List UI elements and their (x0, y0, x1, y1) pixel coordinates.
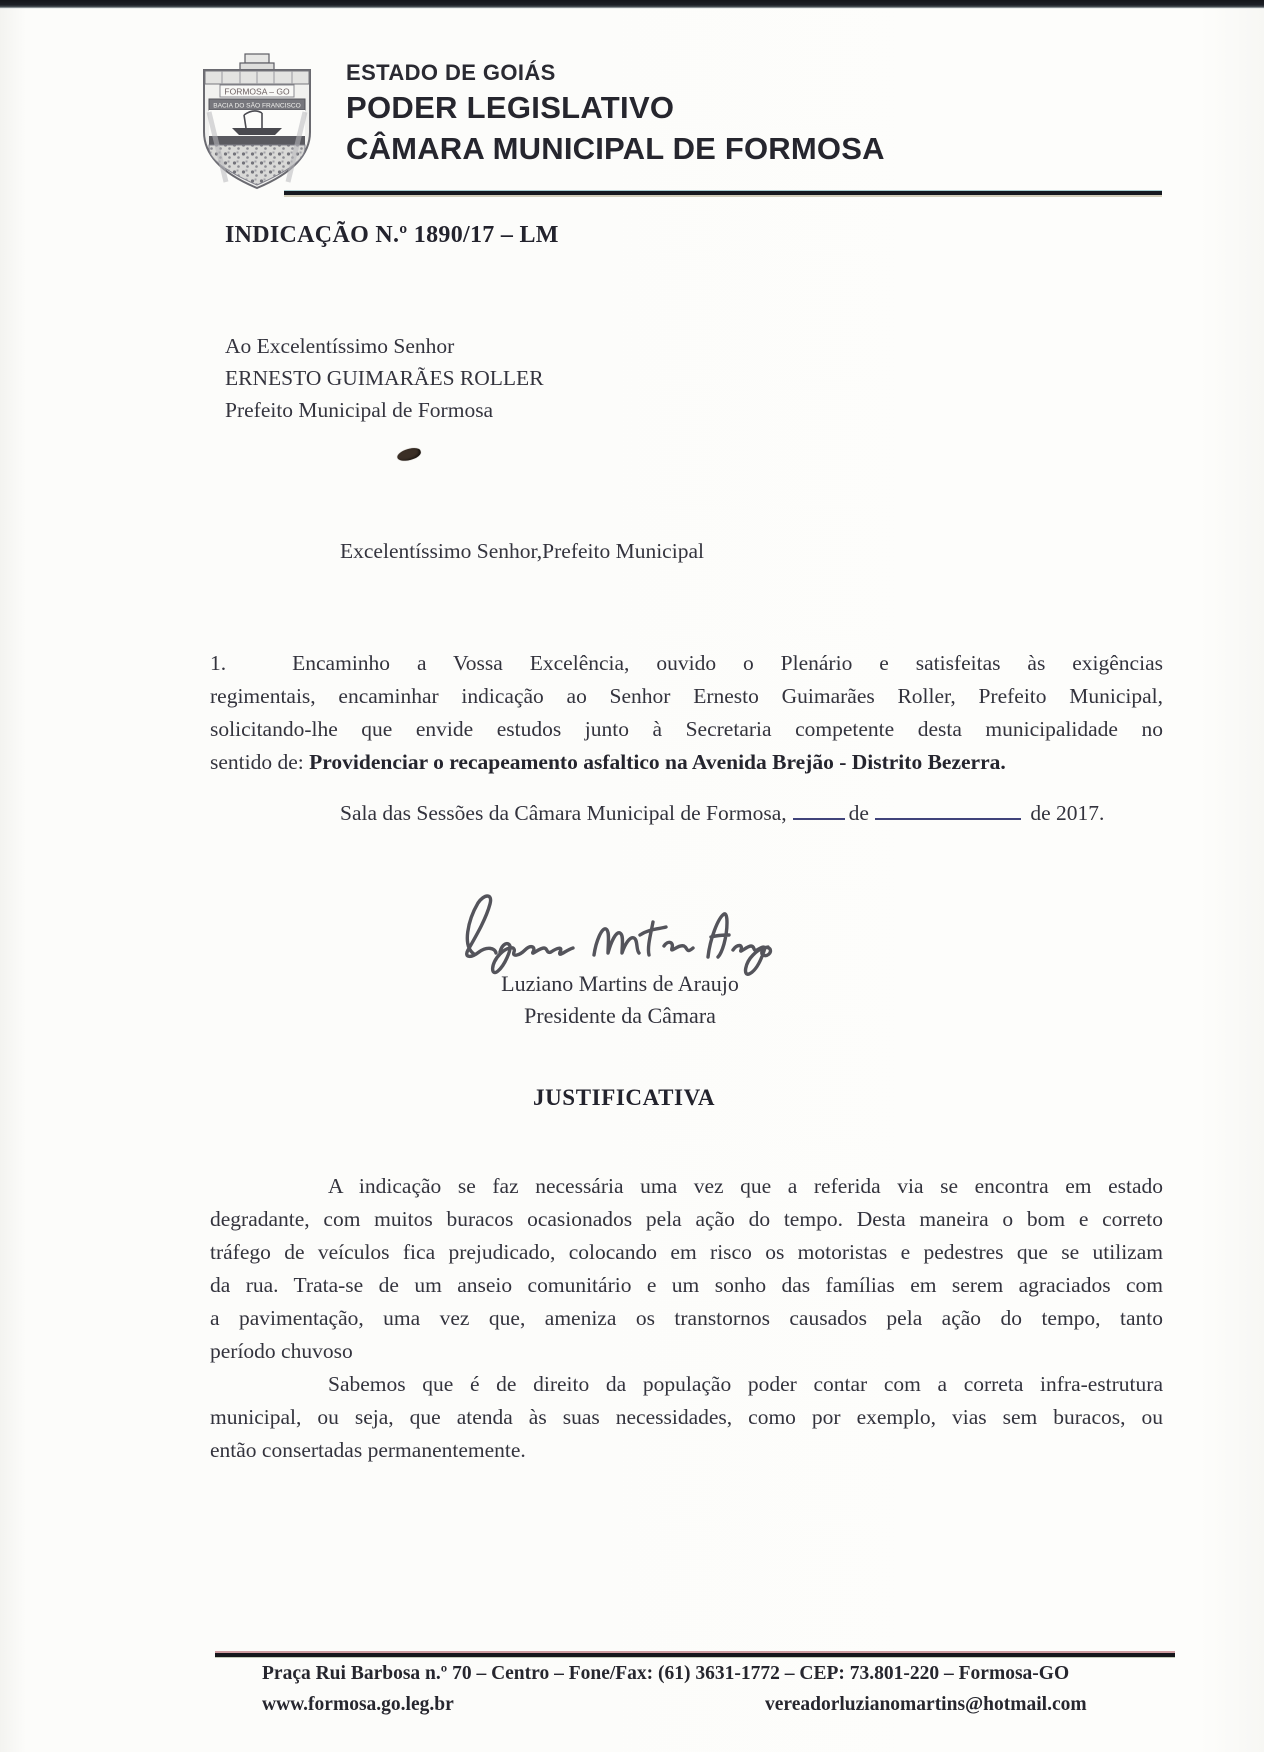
addressee-line: Prefeito Municipal de Formosa (225, 398, 494, 422)
justification-line: a pavimentação, uma vez que, ameniza os transtornos causados pela ação do tempo, tanto (210, 1306, 1163, 1330)
justification-line: tráfego de veículos fica prejudicado, colocando em risco os motoristas e pedestres que se utilizam (210, 1240, 1163, 1264)
body-line: regimentais, encaminhar indicação ao Senhor Ernesto Guimarães Roller, Prefeito Municipal, (210, 684, 1163, 708)
document-number: INDICAÇÃO N.º 1890/17 – LM (225, 222, 559, 248)
body-line-text: Encaminho a Vossa Excelência, ouvido o Plenário e satisfeitas às exigências (292, 651, 1163, 675)
header-institution: CÂMARA MUNICIPAL DE FORMOSA (346, 131, 885, 166)
footer-address: Praça Rui Barbosa n.º 70 – Centro – Fone/Fax: (61) 3631-1772 – CEP: 73.801-220 – Formosa-GO (262, 1663, 1070, 1684)
addressee-line: Ao Excelentíssimo Senhor (225, 334, 455, 358)
justification-line: municipal, ou seja, que atenda às suas necessidades, como por exemplo, vias sem buracos, ou (210, 1405, 1163, 1429)
body-line: solicitando-lhe que envide estudos junto à Secretaria competente desta municipalidade no (210, 717, 1163, 741)
justification-line: A indicação se faz necessária uma vez que a referida via se encontra em estado (328, 1174, 1163, 1198)
header-rule (284, 191, 1162, 195)
header-branch: PODER LEGISLATIVO (346, 90, 675, 125)
body-line-prefix: sentido de: (210, 750, 304, 774)
ink-smudge (396, 446, 422, 462)
date-line-prefix: Sala das Sessões da Câmara Municipal de Formosa, (340, 801, 787, 825)
body-line (210, 746, 1163, 779)
body-line (210, 647, 1163, 680)
header-state: ESTADO DE GOIÁS (346, 60, 556, 85)
addressee-line: ERNESTO GUIMARÃES ROLLER (225, 366, 544, 390)
item-number: 1. (210, 651, 227, 675)
emblem-city-label: FORMOSA – GO (224, 86, 290, 97)
footer-rule (215, 1653, 1175, 1657)
justification-line: da rua. Trata-se de um anseio comunitário e um sonho das famílias em serem agraciados com (210, 1273, 1163, 1297)
signature-role: Presidente da Câmara (524, 1003, 716, 1028)
date-line-suffix: de 2017. (1030, 801, 1105, 825)
justification-line: então consertadas permanentemente. (210, 1438, 526, 1462)
blank-month-underline (875, 800, 1021, 820)
body-request-bold: Providenciar o recapeamento asfaltico na Avenida Brejão - Distrito Bezerra. (309, 750, 1006, 774)
justification-line: degradante, com muitos buracos ocasionados pela ação do tempo. Desta maneira o bom e correto (210, 1207, 1163, 1231)
date-line (340, 800, 1104, 826)
coat-of-arms-icon (196, 52, 318, 192)
justification-heading: JUSTIFICATIVA (533, 1085, 716, 1110)
justification-line: Sabemos que é de direito da população poder contar com a correta infra-estrutura (328, 1372, 1163, 1396)
emblem-boat-hull (232, 128, 282, 135)
justification-line: período chuvoso (210, 1339, 353, 1363)
date-line-connector: de (848, 801, 869, 825)
blank-day-underline (793, 800, 845, 820)
body-paragraph (210, 647, 1163, 779)
scan-edge-artifact (0, 0, 1264, 9)
footer-email: vereadorluzianomartins@hotmail.com (765, 1694, 1087, 1715)
justification-paragraphs (210, 1170, 1163, 1467)
addressee-block (225, 330, 544, 426)
footer-website: www.formosa.go.leg.br (262, 1694, 454, 1715)
salutation: Excelentíssimo Senhor,Prefeito Municipal (340, 539, 704, 563)
emblem-motto-label: BACIA DO SÃO FRANCISCO (213, 102, 301, 110)
signature-name: Luziano Martins de Araujo (501, 971, 739, 996)
